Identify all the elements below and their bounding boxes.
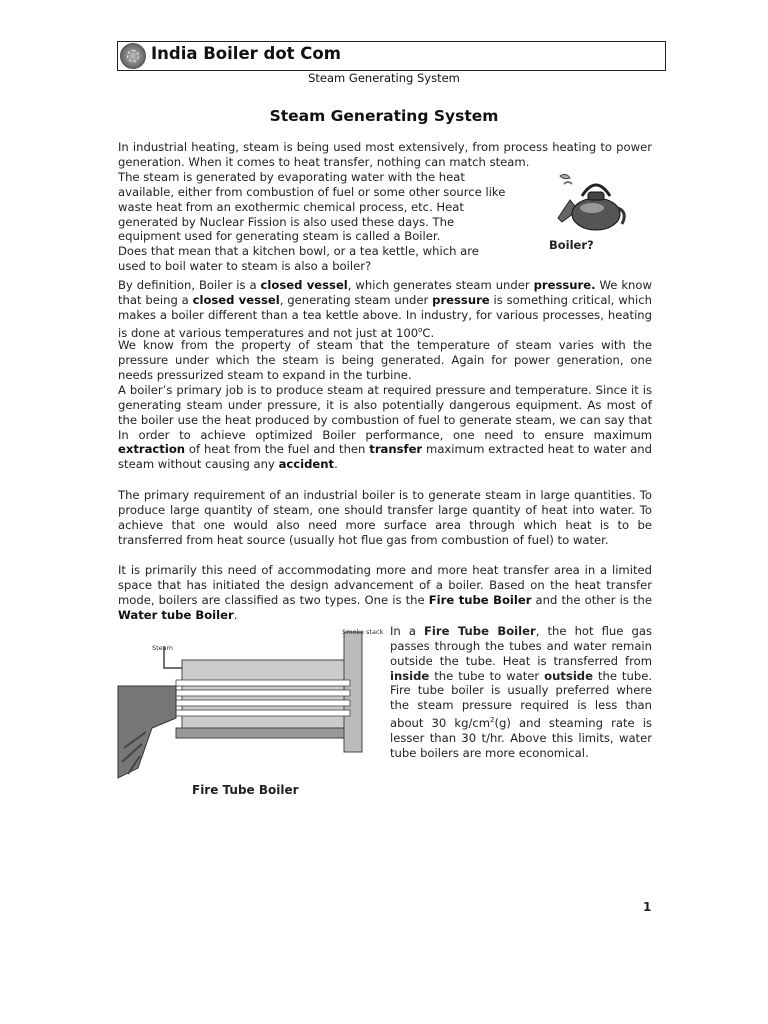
paragraph-definition: By definition, Boiler is a closed vessel, which generates steam under pressure. We know that being a closed vessel, generating steam under pressure is something critical, which makes a boiler different than a tea kettle above. In industry, for various processes, heating is done at various temperatures and not just at 100$^o$C. [118,278,652,340]
kettle-image [552,170,632,236]
paragraph-requirement: The primary requirement of an industrial boiler is to generate steam in large quantities. To produce large quantity of steam, one should transfer large quantity of heat into water. To achieve that one would also need more surface area through which heat is to be transferred from heat source (usually hot flue gas from combustion of fuel) to water. [118,488,652,547]
figure-caption: Fire Tube Boiler [192,783,299,797]
paragraph-steam-generation [118,170,538,274]
text-line: Does that mean that a kitchen bowl, or a tea kettle, which are [118,244,479,259]
text-line: generated by Nuclear Fission is also used these days. The [118,214,455,229]
logo-icon [120,43,146,69]
site-title: India Boiler dot Com [151,44,341,63]
text-line: used to boil water to steam is also a boiler? [118,259,372,274]
paragraph-boiler-job: A boiler’s primary job is to produce steam at required pressure and temperature. Since it is generating steam under pressure, it is also potentially dangerous equipment. As most of the boiler use the heat produced by combustion of fuel to generate steam, we can say that In order to achieve optimized Boiler performance, one need to ensure maximum extraction of heat from the fuel and then transfer maximum extracted heat to water and steam without causing any accident. [118,383,653,472]
label-smoke-stack: Smoke stack [342,628,384,636]
text-line: waste heat from an exothermic chemical process, etc. Heat [118,199,464,214]
header-subtitle: Steam Generating System [308,71,460,85]
paragraph-fire-tube: In a Fire Tube Boiler, the hot flue gas passes through the tubes and water remain outside the tube. Heat is transferred from inside the tube to water outside the tube. Fire tube boiler is usually preferred where the steam pressure required is less than about 30 $kg/cm^2(g)$ and steaming rate is lesser than 30 t/hr. Above this limits, water tube boilers are more economical. [390,624,653,760]
page-number: 1 [643,900,652,914]
paragraph-classification: It is primarily this need of accommodating more and more heat transfer area in a limited space that has initiated the design advancement of a boiler. Based on the heat transfer mode, boilers are classified as two types. One is the Fire tube Boiler and the other is the Water tube Boiler. [118,563,652,622]
paragraph-intro: In industrial heating, steam is being used most extensively, from process heating to power generation. When it comes to heat transfer, nothing can match steam. [118,140,652,169]
text-line: available, either from combustion of fuel or some other source like [118,184,506,199]
page-title: Steam Generating System [269,107,499,125]
text-line: equipment used for generating steam is called a Boiler. [118,229,441,244]
text-line: The steam is generated by evaporating water with the heat [118,170,465,184]
label-steam: Steam [152,644,173,652]
kettle-caption: Boiler? [549,238,594,252]
header-box [117,41,666,71]
paragraph-steam-property: We know from the property of steam that the temperature of steam varies with the pressure under which the steam is being generated. Again for power generation, one needs pressurized steam to expand in the turbine. [118,338,652,382]
fire-tube-boiler-figure [118,628,384,780]
